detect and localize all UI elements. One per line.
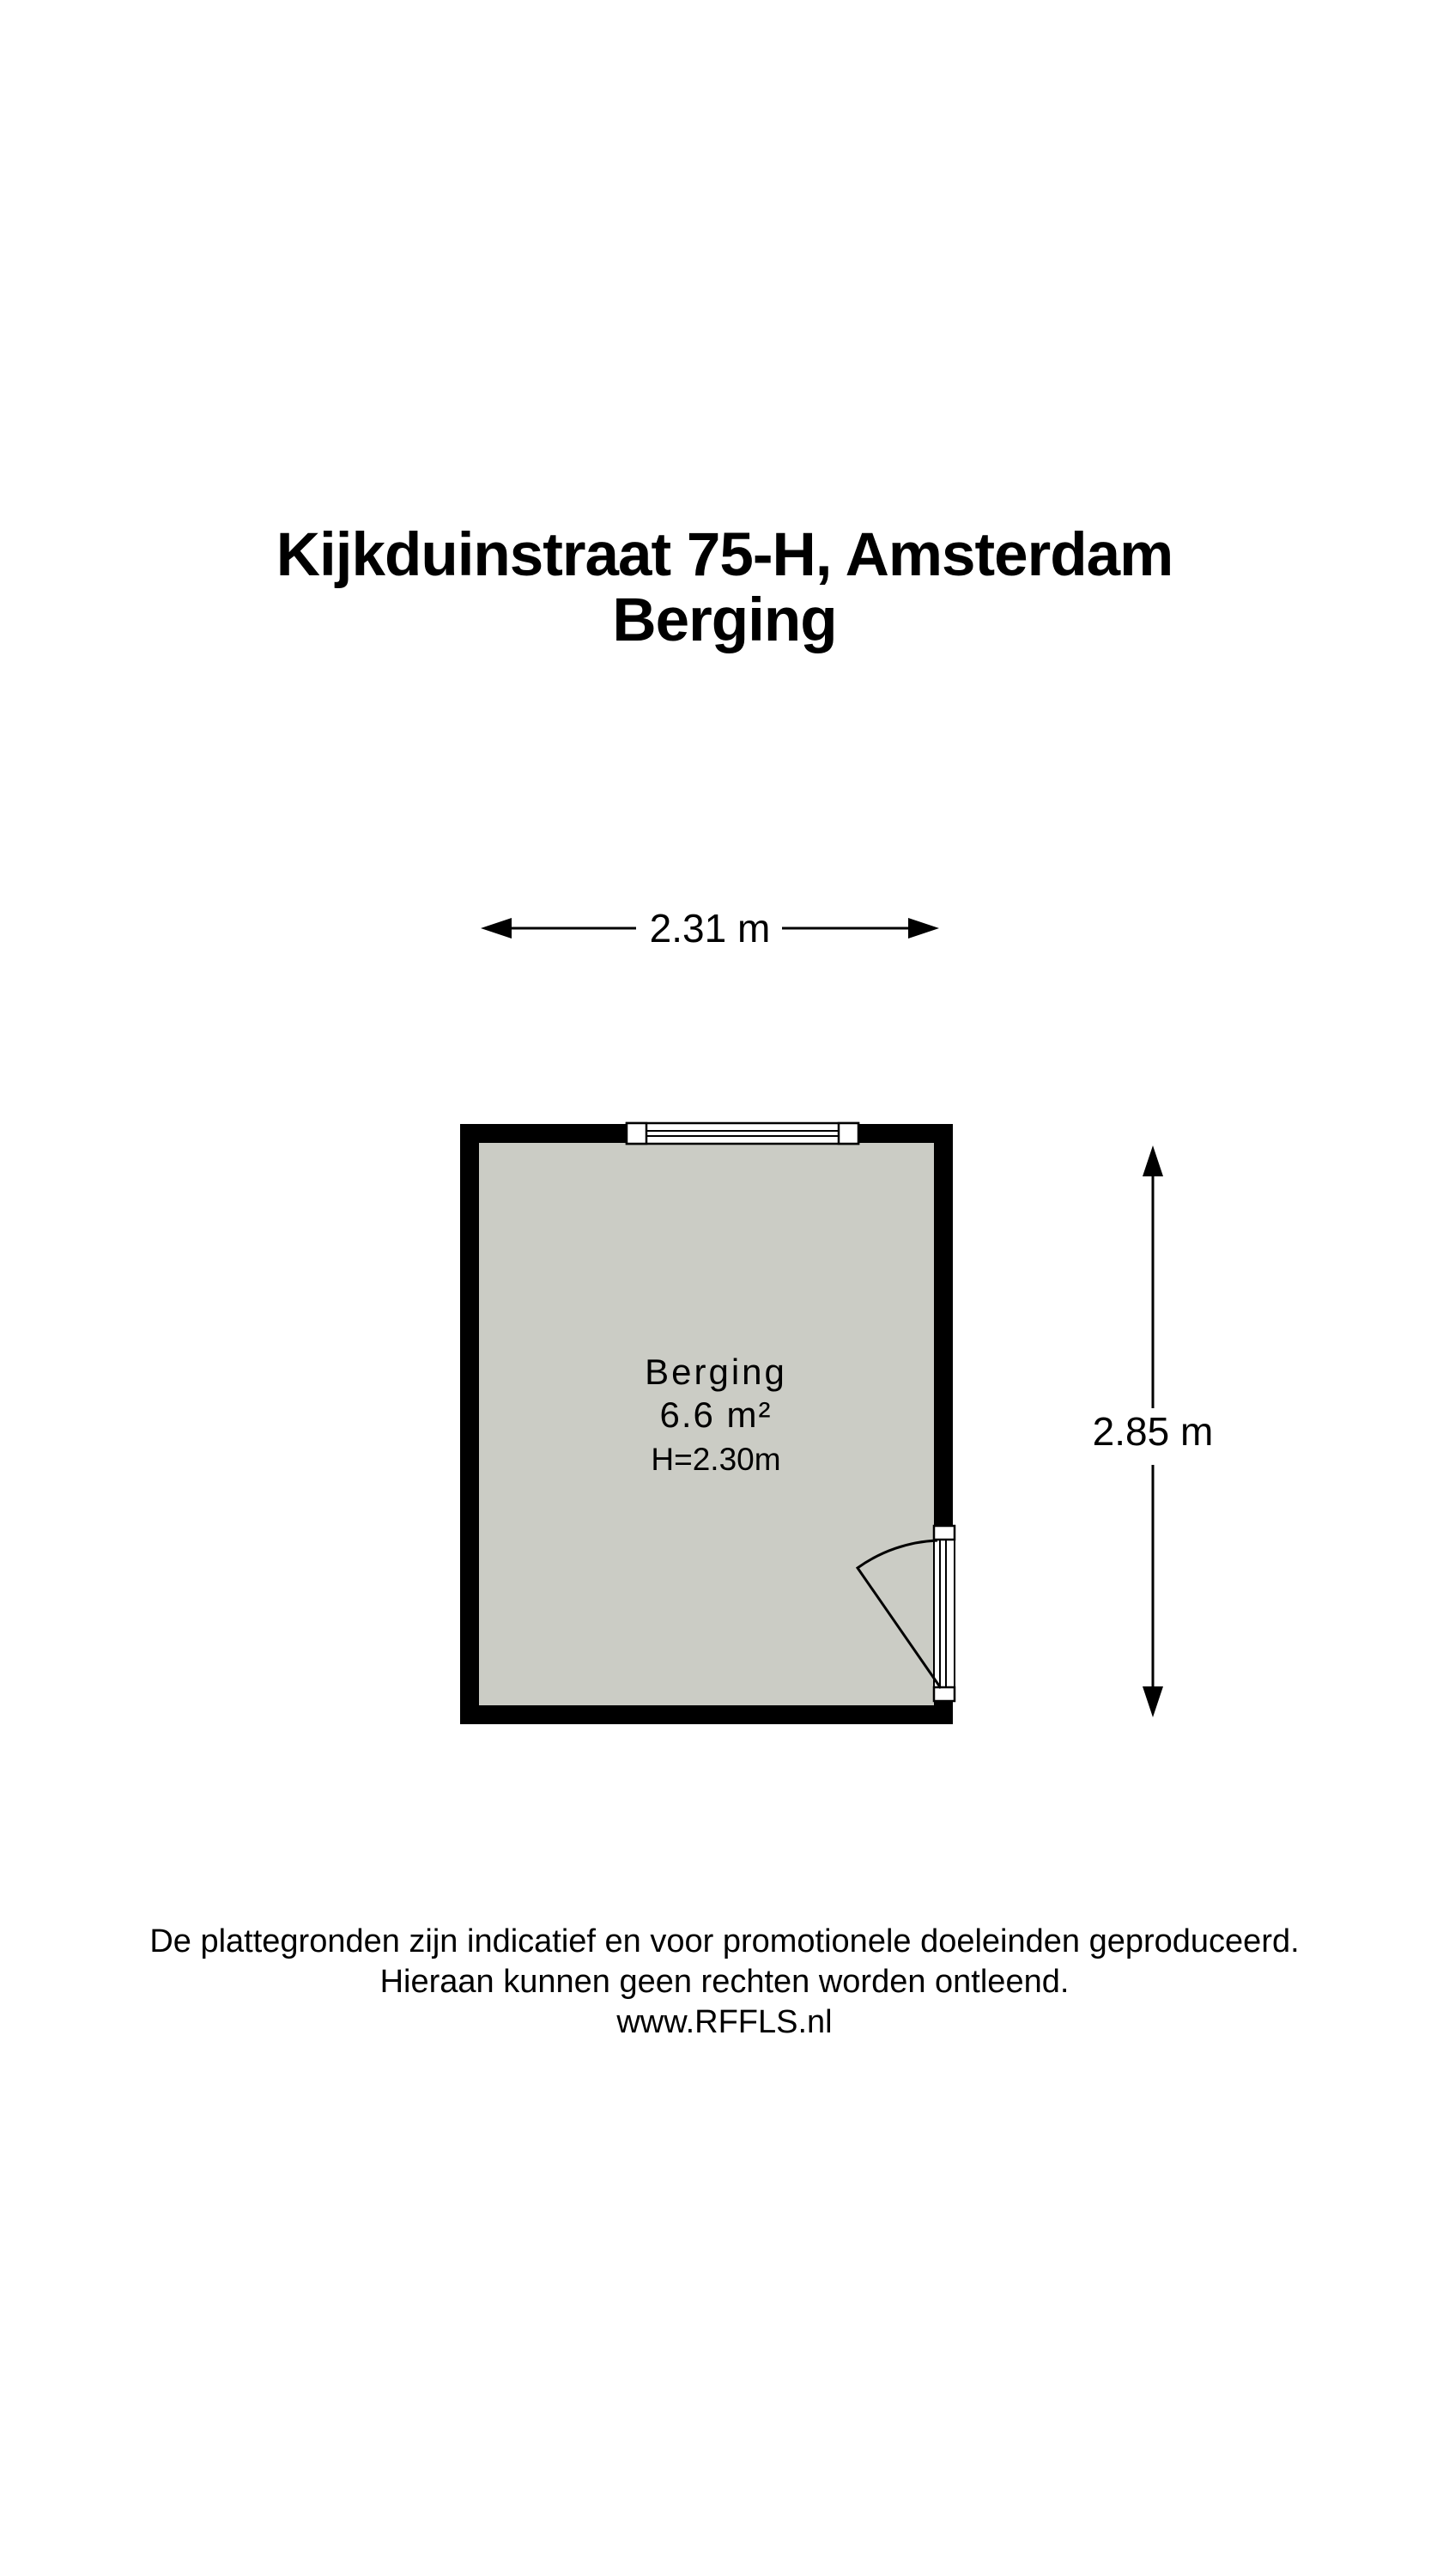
window-left-jamb (627, 1123, 646, 1144)
window-right-jamb (839, 1123, 858, 1144)
door-bottom-jamb (934, 1687, 955, 1701)
room-name-label: Berging (645, 1352, 787, 1392)
width-dim-right-arrowhead (908, 918, 939, 939)
disclaimer-line-1: De plattegronden zijn indicatief en voor promotionele doeleinden geproduceerd. (149, 1923, 1300, 1959)
height-dim-label: 2.85 m (1092, 1409, 1214, 1454)
width-dim-left-arrowhead (481, 918, 512, 939)
height-dimension (1093, 1145, 1214, 1717)
footer-disclaimer (0, 1922, 1449, 2043)
window-symbol (627, 1123, 858, 1144)
height-dim-top-arrowhead (1143, 1145, 1163, 1176)
door-top-jamb (934, 1526, 955, 1540)
width-dimension (481, 906, 939, 951)
disclaimer-line-2: Hieraan kunnen geen rechten worden ontleend. (379, 1964, 1070, 2000)
room-area-label: 6.6 m² (659, 1394, 773, 1435)
width-dim-label: 2.31 m (649, 906, 771, 951)
title-room-name: Berging (612, 586, 837, 654)
room-labels (645, 1352, 787, 1477)
footer-website: www.RFFLS.nl (616, 2004, 833, 2040)
room-ceiling-height-label: H=2.30m (651, 1442, 781, 1477)
height-dim-bottom-arrowhead (1143, 1686, 1163, 1717)
window-frame (627, 1123, 858, 1144)
title-address: Kijkduinstraat 75-H, Amsterdam (276, 521, 1173, 589)
door-opening (934, 1526, 955, 1701)
